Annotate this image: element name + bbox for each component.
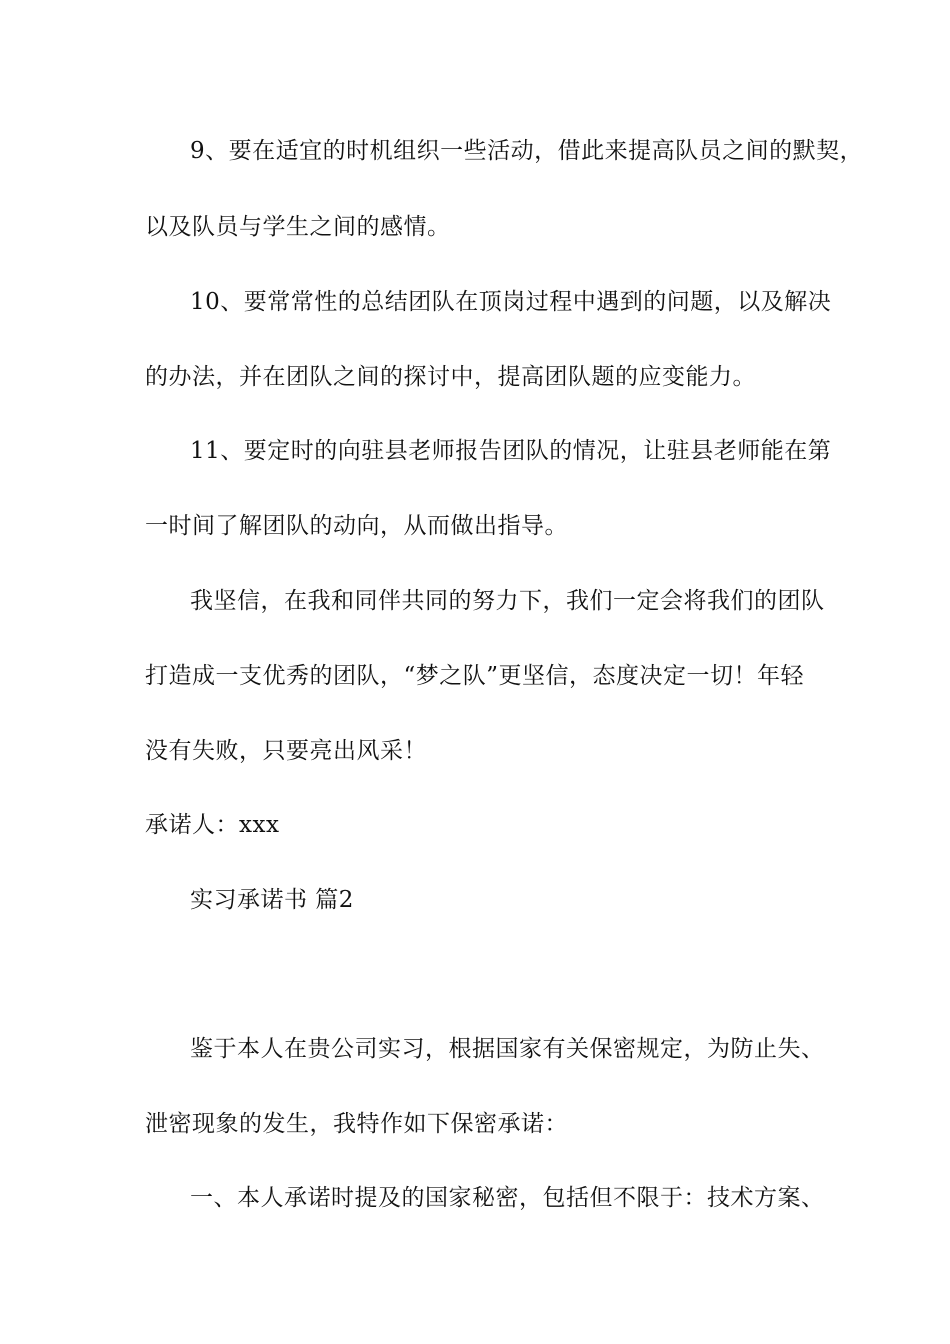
- paragraph-10-line-1: 10、要常常性的总结团队在顶岗过程中遇到的问题，以及解决: [190, 289, 832, 315]
- paragraph-9-line-1: 9、要在适宜的时机组织一些活动，借此来提高队员之间的默契，: [190, 138, 864, 164]
- confidentiality-paragraph-line-2: 泄密现象的发生，我特作如下保密承诺：: [145, 1111, 568, 1137]
- section-heading: 实习承诺书 篇2: [190, 887, 354, 913]
- closing-paragraph-line-3: 没有失败，只要亮出风采！: [145, 738, 427, 764]
- paragraph-9-line-2: 以及队员与学生之间的感情。: [145, 214, 451, 240]
- closing-paragraph-line-2: 打造成一支优秀的团队，“梦之队”更坚信，态度决定一切！年轻: [145, 663, 805, 689]
- signatory-line: 承诺人：xxx: [145, 812, 280, 838]
- confidentiality-paragraph-line-1: 鉴于本人在贵公司实习，根据国家有关保密规定，为防止失、: [190, 1036, 825, 1062]
- paragraph-10-line-2: 的办法，并在团队之间的探讨中，提高团队题的应变能力。: [145, 364, 756, 390]
- clause-one-line-1: 一、本人承诺时提及的国家秘密，包括但不限于：技术方案、: [190, 1185, 825, 1211]
- closing-paragraph-line-1: 我坚信，在我和同伴共同的努力下，我们一定会将我们的团队: [190, 588, 825, 614]
- paragraph-11-line-1: 11、要定时的向驻县老师报告团队的情况，让驻县老师能在第: [190, 438, 832, 464]
- paragraph-11-line-2: 一时间了解团队的动向，从而做出指导。: [145, 513, 568, 539]
